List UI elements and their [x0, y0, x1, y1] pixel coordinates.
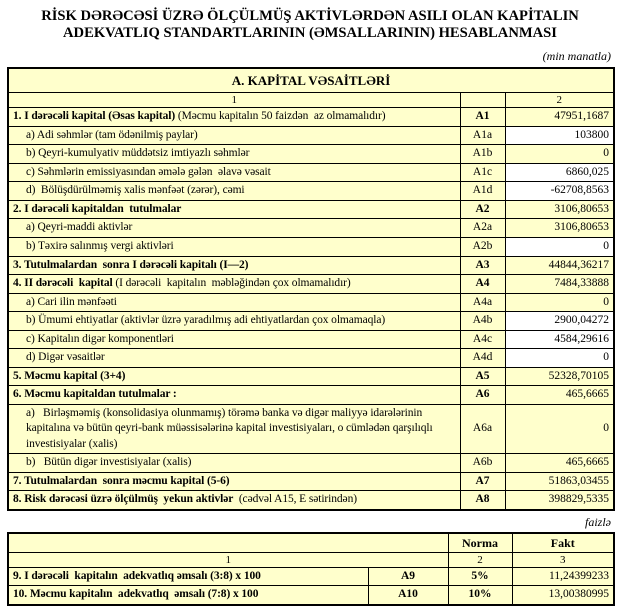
row-value-input[interactable]: 0 — [505, 349, 614, 368]
row-code: A8 — [460, 491, 505, 510]
row-value: 398829,5335 — [505, 491, 614, 510]
table-row-a1 — [8, 108, 614, 127]
row-code: A1 — [460, 108, 505, 127]
row-value: 0 — [505, 404, 614, 454]
table-row-a6b — [8, 454, 614, 473]
row-label: 5. Məcmu kapital (3+4) — [8, 367, 460, 386]
row-value: 52328,70105 — [505, 367, 614, 386]
row-label: 8. Risk dərəcəsi üzrə ölçülmüş yekun aktivlər (cədvəl A15, E sətirindən) — [8, 491, 460, 510]
row-code: A1b — [460, 145, 505, 164]
row-label: b) Ümumi ehtiyatlar (aktivlər üzrə yaradılmış adi ehtiyatlardan çox olmamaqla) — [8, 312, 460, 331]
row-label: 4. II dərəcəli kapital (I dərəcəli kapitalın məbləğindən çox olmamalıdır) — [8, 275, 460, 294]
table-row-a6 — [8, 386, 614, 405]
row-code: A6b — [460, 454, 505, 473]
table-row-a3 — [8, 256, 614, 275]
table-row-a4a — [8, 293, 614, 312]
row-label: d) Bölüşdürülməmiş xalis mənfəət (zərər), cəmi — [8, 182, 460, 201]
table-row-a1c — [8, 163, 614, 182]
ratio-table — [7, 532, 615, 606]
row-code: A1c — [460, 163, 505, 182]
row-code: A4a — [460, 293, 505, 312]
ratio-header-blank — [8, 533, 448, 553]
row-label: d) Digər vəsaitlər — [8, 349, 460, 368]
page-title — [7, 8, 613, 42]
row-code: A1a — [460, 126, 505, 145]
ratio-header-row — [8, 533, 614, 553]
row-label: 10. Məcmu kapitalın adekvatlıq əmsalı (7:8) x 100 — [8, 586, 368, 605]
row-code: A4c — [460, 330, 505, 349]
col-header-code — [460, 93, 505, 108]
ratio-row-a10 — [8, 586, 614, 605]
row-code: A2 — [460, 200, 505, 219]
ratio-col-header-label: 1 — [8, 552, 448, 567]
section-header: A. KAPİTAL VƏSAİTLƏRİ — [8, 68, 614, 93]
capital-table — [7, 67, 615, 511]
ratio-row-a9 — [8, 567, 614, 586]
norma-header: Norma — [448, 533, 512, 553]
col-header-label: 1 — [8, 93, 460, 108]
row-label: b) Qeyri-kumulyativ müddətsiz imtiyazlı səhmlər — [8, 145, 460, 164]
row-code: A4d — [460, 349, 505, 368]
row-code: A10 — [368, 586, 448, 605]
col-header-value: 2 — [505, 93, 614, 108]
row-label: b) Bütün digər investisiyalar (xalis) — [8, 454, 460, 473]
row-label: a) Cari ilin mənfəəti — [8, 293, 460, 312]
column-header-row — [8, 93, 614, 108]
row-code: A1d — [460, 182, 505, 201]
row-label: 6. Məcmu kapitaldan tutulmalar : — [8, 386, 460, 405]
row-value: 465,6665 — [505, 454, 614, 473]
row-code: A3 — [460, 256, 505, 275]
row-label: a) Birləşməmiş (konsolidasiya olunmamış) törəmə banka və digər maliyyə idarələrinin kapitalına və bütün qeyri-bank müəssisələrinə kapital investisiyaları, o cümlədən qarşılıqlı investisiyalar (xalis) — [8, 404, 460, 454]
table-row-a2 — [8, 200, 614, 219]
row-value-input[interactable]: 4584,29616 — [505, 330, 614, 349]
row-value: 465,6665 — [505, 386, 614, 405]
row-norma: 5% — [448, 567, 512, 586]
row-label: 2. I dərəcəli kapitaldan tutulmalar — [8, 200, 460, 219]
row-value: 0 — [505, 293, 614, 312]
row-value: 0 — [505, 145, 614, 164]
row-value-input[interactable]: 2900,04272 — [505, 312, 614, 331]
row-value: 3106,80653 — [505, 200, 614, 219]
row-label: c) Kapitalın digər komponentləri — [8, 330, 460, 349]
row-code: A6a — [460, 404, 505, 454]
row-code: A9 — [368, 567, 448, 586]
row-code: A4b — [460, 312, 505, 331]
row-code: A2b — [460, 238, 505, 257]
table-row-a6a — [8, 404, 614, 454]
row-code: A4 — [460, 275, 505, 294]
row-code: A2a — [460, 219, 505, 238]
page-title-line-1: RİSK DƏRƏCƏSİ ÜZRƏ ÖLÇÜLMÜŞ AKTİVLƏRDƏN ASILI OLAN KAPİTALIN — [41, 8, 579, 24]
row-value: 51863,03455 — [505, 472, 614, 491]
row-label: 9. I dərəcəli kapitalın adekvatlıq əmsalı (3:8) x 100 — [8, 567, 368, 586]
row-value-input[interactable]: -62708,8563 — [505, 182, 614, 201]
row-value: 44844,36217 — [505, 256, 614, 275]
table-row-a4b — [8, 312, 614, 331]
table-row-a4 — [8, 275, 614, 294]
table-row-a1b — [8, 145, 614, 164]
table-row-a4c — [8, 330, 614, 349]
row-label: a) Qeyri-maddi aktivlər — [8, 219, 460, 238]
table-row-a4d — [8, 349, 614, 368]
table-row-a8 — [8, 491, 614, 510]
ratio-col-header-norma: 2 — [448, 552, 512, 567]
row-fakt: 11,24399233 — [512, 567, 614, 586]
percent-note: faizlə — [585, 514, 611, 529]
row-value-input[interactable]: 6860,025 — [505, 163, 614, 182]
row-value-input[interactable]: 0 — [505, 238, 614, 257]
row-label: 7. Tutulmalardan sonra məcmu kapital (5-6) — [8, 472, 460, 491]
row-value: 7484,33888 — [505, 275, 614, 294]
page-title-line-2: ADEKVATLIQ STANDARTLARININ (ƏMSALLARININ) HESABLANMASI — [63, 24, 557, 41]
row-code: A5 — [460, 367, 505, 386]
table-row-a1a — [8, 126, 614, 145]
ratio-col-header-fakt: 3 — [512, 552, 614, 567]
row-fakt: 13,00380995 — [512, 586, 614, 605]
row-code: A7 — [460, 472, 505, 491]
table-row-a2b — [8, 238, 614, 257]
table-row-a5 — [8, 367, 614, 386]
row-label: a) Adi səhmlər (tam ödənilmiş paylar) — [8, 126, 460, 145]
row-label: b) Təxirə salınmış vergi aktivləri — [8, 238, 460, 257]
row-label: c) Səhmlərin emissiyasından əmələ gələn əlavə vəsait — [8, 163, 460, 182]
row-value: 3106,80653 — [505, 219, 614, 238]
row-value-input[interactable]: 103800 — [505, 126, 614, 145]
row-value: 47951,1687 — [505, 108, 614, 127]
row-label: 1. I dərəcəli kapital (Əsas kapital) (Məcmu kapitalın 50 faizdən az olmamalıdır) — [8, 108, 460, 127]
table-row-a1d — [8, 182, 614, 201]
table-row-a2a — [8, 219, 614, 238]
table-row-a7 — [8, 472, 614, 491]
row-norma: 10% — [448, 586, 512, 605]
unit-note: (min manatla) — [542, 48, 611, 63]
fakt-header: Fakt — [512, 533, 614, 553]
ratio-column-number-row — [8, 552, 614, 567]
row-label: 3. Tutulmalardan sonra I dərəcəli kapitalı (I—2) — [8, 256, 460, 275]
row-code: A6 — [460, 386, 505, 405]
section-header-row — [8, 68, 614, 93]
